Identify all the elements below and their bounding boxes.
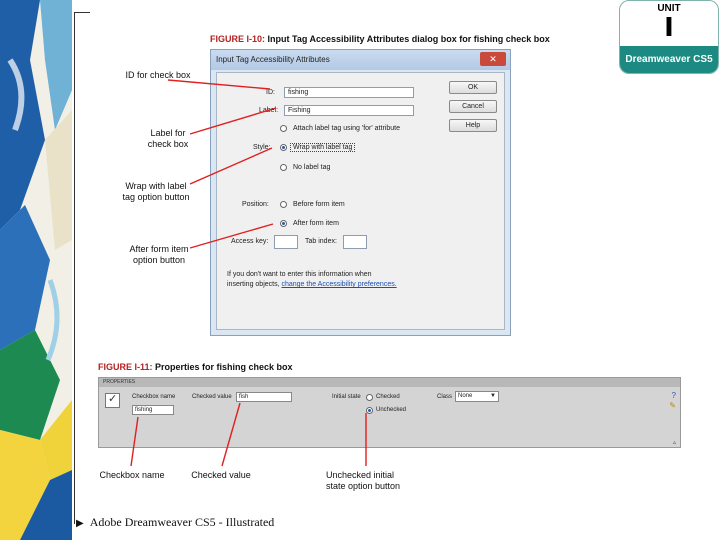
- leader-wrap: [190, 148, 272, 184]
- figure-10-number: FIGURE I-10:: [210, 34, 266, 44]
- initial-state-label: Initial state: [332, 394, 361, 400]
- ok-button[interactable]: OK: [449, 81, 497, 94]
- arrow-icon: ▶: [76, 518, 84, 529]
- footer-text: Adobe Dreamweaver CS5 - Illustrated: [89, 515, 275, 529]
- dialog-title: Input Tag Accessibility Attributes: [216, 55, 330, 64]
- callout-id-line-1: ID for check box: [125, 70, 191, 80]
- note-line-1: If you don't want to enter this information when: [227, 271, 372, 278]
- style-label: Style:: [253, 144, 271, 151]
- no-label-option: No label tag: [293, 164, 331, 171]
- class-select-value: None: [458, 393, 473, 399]
- unchecked-option: Unchecked: [376, 407, 407, 413]
- footer: [76, 515, 274, 530]
- note-line-2-text: inserting objects,: [227, 281, 280, 288]
- figure-10-title: Input Tag Accessibility Attributes dialog box for fishing check box: [267, 34, 550, 44]
- properties-header-label: PROPERTIES: [103, 379, 136, 385]
- close-icon[interactable]: ✕: [480, 52, 506, 66]
- label-label: Label:: [259, 107, 279, 114]
- callout-label-line-2: check box: [147, 139, 189, 149]
- callout-label-line-1: Label for: [150, 128, 186, 138]
- accessibility-preferences-link[interactable]: change the Accessibility preferences.: [281, 281, 397, 288]
- help-icon[interactable]: ?: [671, 391, 676, 400]
- tab-index-label: Tab index:: [305, 238, 337, 245]
- checked-value-label: Checked value: [192, 394, 232, 400]
- unit-label: UNIT: [657, 3, 681, 14]
- callout-checkbox-name-line-1: Checkbox name: [99, 470, 165, 480]
- id-field[interactable]: fishing: [284, 87, 414, 98]
- access-key-label: Access key:: [231, 238, 269, 245]
- leader-checkbox-name: [131, 417, 138, 466]
- callout-unchecked-line-2: state option button: [326, 481, 401, 491]
- product-name: Dreamweaver CS5: [620, 46, 718, 73]
- cancel-button[interactable]: Cancel: [449, 100, 497, 113]
- figure-11-title: Properties for fishing check box: [155, 362, 293, 372]
- class-label: Class: [437, 394, 453, 400]
- quick-tag-icon[interactable]: ✎: [669, 401, 676, 410]
- help-button[interactable]: Help: [449, 119, 497, 132]
- wrap-label-option: Wrap with label tag: [290, 143, 355, 152]
- checkbox-name-field[interactable]: fishing: [132, 405, 174, 415]
- leader-checked-value: [222, 403, 240, 466]
- before-form-item-option: Before form item: [293, 201, 345, 208]
- callout-after-line-1: After form item: [129, 244, 189, 254]
- callout-wrap-line-2: tag option button: [122, 192, 190, 202]
- expand-icon[interactable]: ▵: [672, 440, 676, 446]
- figure-11-number: FIGURE I-11:: [98, 362, 153, 372]
- callout-after-line-2: option button: [132, 255, 186, 265]
- chevron-down-icon: ▼: [490, 393, 496, 399]
- callout-checked-value-line-1: Checked value: [191, 470, 251, 480]
- attach-label-option: Attach label tag using 'for' attribute: [293, 125, 400, 132]
- callout-wrap-line-1: Wrap with label: [125, 181, 187, 191]
- callout-unchecked-line-1: Unchecked initial: [326, 470, 395, 480]
- after-form-item-option: After form item: [293, 220, 339, 227]
- unit-letter: I: [664, 13, 674, 43]
- leader-id: [168, 80, 270, 89]
- leader-label: [190, 107, 279, 134]
- label-field[interactable]: Fishing: [284, 105, 414, 116]
- id-label: ID:: [266, 89, 275, 96]
- leader-after: [190, 224, 273, 248]
- checked-value-field[interactable]: fish: [236, 392, 292, 402]
- checkbox-name-label: Checkbox name: [132, 394, 176, 400]
- checked-option: Checked: [376, 394, 400, 400]
- position-label: Position:: [242, 201, 269, 208]
